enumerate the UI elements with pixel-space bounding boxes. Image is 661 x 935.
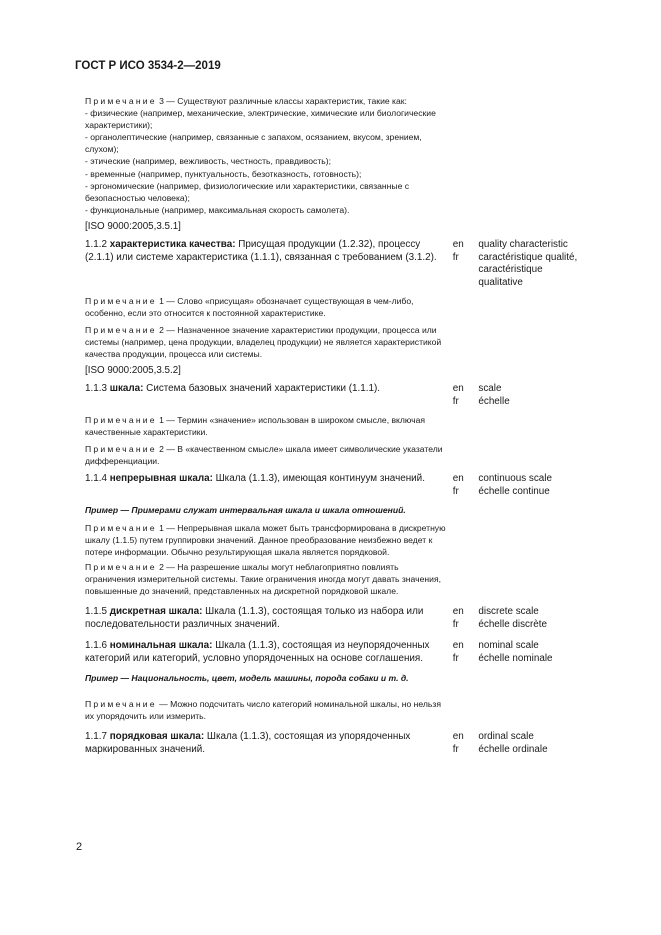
term-note	[85, 443, 448, 467]
lang-en: en	[452, 383, 464, 395]
term-example: Пример — Национальность, цвет, модель машины, порода собаки и т. д.	[85, 672, 409, 683]
language-codes	[453, 731, 479, 756]
term-note	[85, 295, 448, 319]
equiv-fr: caractéristique qualité,	[478, 251, 578, 263]
page-number: 2	[76, 841, 83, 853]
note-list-item: - функциональные (например, максимальная скорость самолета).	[85, 204, 350, 215]
lang-fr: fr	[452, 618, 459, 630]
note-text: 1 — Термин «значение» использован в широком смысле, включая качественные характеристики.	[85, 414, 426, 437]
equiv-en: quality characteristic	[478, 238, 568, 250]
term-def-text: Шкала (1.1.3), имеющая континуум значений.	[212, 473, 425, 484]
equivalents	[478, 383, 595, 408]
equivalents	[478, 731, 595, 756]
term-definition	[85, 606, 445, 631]
term-note	[85, 522, 448, 558]
note-text: 1 — Непрерывная шкала может быть трансформирована в дискретную шкалу (1.1.5) путем группировки значений. Данное преобразование неизбежно ведет к потере информации. Обычно результирующая шкала является порядковой.	[85, 522, 446, 557]
term-number: 1.1.5	[85, 606, 110, 618]
note-label: Примечание	[85, 414, 157, 425]
term-number: 1.1.3	[85, 383, 110, 395]
note-list-item: - этические (например, вежливость, честность, правдивость);	[85, 156, 331, 167]
lang-en: en	[452, 473, 464, 484]
equiv-fr: qualitative	[478, 277, 523, 289]
equiv-en: ordinal scale	[478, 731, 534, 743]
language-codes	[453, 383, 479, 408]
lang-en: en	[452, 640, 464, 652]
note-text: — Можно подсчитать число категорий номинальной шкалы, но нельзя их упорядочить или измерить.	[85, 698, 441, 722]
term-name: порядковая шкала:	[109, 731, 205, 743]
term-note	[85, 698, 448, 722]
note-label: Примечание	[85, 561, 157, 572]
equiv-fr: échelle discrète	[478, 618, 548, 630]
term-1-1-6	[85, 640, 595, 665]
equivalents	[478, 606, 595, 631]
note-text: 2 — На разрешение шкалы могут неблагоприятно повлиять ограничения измерительной системы. Такие ограничения иногда могут давать значения, повышенные до значений, представленных на дискретной порядковой шкале.	[85, 561, 441, 596]
equiv-en: scale	[478, 383, 502, 395]
term-1-1-7	[85, 731, 595, 756]
language-codes	[453, 239, 479, 290]
reference: [ISO 9000:2005,3.5.2]	[85, 365, 181, 377]
equiv-fr: échelle	[478, 395, 510, 407]
term-number: 1.1.6	[85, 640, 110, 652]
term-def-text: Шкала (1.1.3), состоящая из упорядоченных маркированных значений.	[85, 731, 411, 755]
term-number: 1.1.2	[85, 238, 110, 250]
term-definition	[85, 239, 445, 290]
note-label: Примечание	[85, 522, 157, 533]
equivalents	[478, 473, 595, 498]
lang-fr: fr	[452, 251, 459, 263]
lang-en: en	[452, 731, 464, 743]
note-text: 2 — В «качественном смысле» шкала имеет символические указатели дифференциации.	[85, 443, 443, 466]
note-3-classes	[85, 95, 448, 216]
term-note	[85, 324, 448, 360]
note-list-item: - органолептические (например, связанные с запахом, осязанием, вкусом, зрением, слухом);	[85, 132, 422, 155]
term-definition	[85, 731, 445, 756]
term-number: 1.1.7	[85, 731, 110, 743]
term-def-text: Шкала (1.1.3), состоящая только из набора или последовательности различных значений.	[85, 606, 424, 630]
term-def-text: Шкала (1.1.3), состоящая из неупорядоченных категорий или категорий, условно упорядоченных на основе соглашения.	[85, 640, 430, 665]
term-def-text: Присущая продукции (1.2.32), процессу (2.1.1) или системе характеристика (1.1.1), связанная с требованием (3.1.2).	[85, 238, 437, 263]
term-example: Пример — Примерами служат интервальная шкала и шкала отношений.	[85, 505, 406, 516]
equiv-fr: échelle ordinale	[478, 743, 548, 755]
note-list-item: - физические (например, механические, электрические, химические или биологические характеристики);	[85, 108, 436, 131]
equivalents	[478, 239, 595, 290]
language-codes	[453, 473, 479, 498]
term-name: непрерывная шкала:	[109, 473, 213, 484]
lang-fr: fr	[452, 485, 459, 497]
term-1-1-5	[85, 606, 595, 631]
term-note	[85, 414, 448, 438]
term-1-1-3	[85, 383, 595, 408]
note-list-item: - эргономические (например, физиологические или характеристики, связанные с безопасностью человека);	[85, 180, 410, 203]
term-def-text: Система базовых значений характеристики (1.1.1).	[143, 383, 381, 395]
term-number: 1.1.4	[85, 473, 110, 484]
term-note	[85, 561, 448, 597]
term-definition	[85, 640, 445, 665]
note-label: Примечание	[85, 443, 157, 454]
lang-en: en	[452, 238, 464, 250]
term-1-1-2	[85, 239, 595, 290]
note-label: Примечание	[85, 324, 157, 335]
equiv-en: discrete scale	[478, 606, 539, 618]
equiv-fr: échelle nominale	[478, 653, 553, 665]
note-text: 1 — Слово «присущая» обозначает существующая в чем-либо, особенно, если это относится к постоянной характеристике.	[85, 295, 414, 318]
term-name: номинальная шкала:	[109, 640, 213, 652]
term-definition	[85, 473, 445, 498]
lang-en: en	[452, 606, 464, 618]
note-list-item: - временные (например, пунктуальность, безотказность, готовность);	[85, 168, 362, 179]
term-1-1-4	[85, 473, 595, 498]
equiv-fr: échelle continue	[478, 485, 550, 497]
lang-fr: fr	[452, 653, 459, 665]
note-text: 2 — Назначенное значение характеристики продукции, процесса или системы (например, цена продукции, владелец продукции) не является характеристикой качества продукции, процесса или системы.	[85, 324, 442, 360]
document-body	[85, 95, 595, 757]
term-name: дискретная шкала:	[109, 606, 203, 618]
language-codes	[453, 640, 479, 665]
lang-fr: fr	[452, 395, 459, 407]
lang-fr: fr	[452, 743, 459, 755]
term-definition	[85, 383, 445, 408]
note-label: Примечание	[85, 698, 157, 709]
equiv-en: continuous scale	[478, 473, 552, 484]
document-header: ГОСТ Р ИСО 3534-2—2019	[75, 60, 221, 72]
term-name: шкала:	[109, 383, 144, 395]
note-text: 3 — Существуют различные классы характеристик, такие как:	[156, 96, 407, 106]
equiv-en: nominal scale	[478, 640, 539, 652]
term-name: характеристика качества:	[109, 238, 236, 250]
note-label: Примечание	[85, 96, 157, 106]
equiv-fr: caractéristique	[478, 264, 543, 276]
language-codes	[453, 606, 479, 631]
note-label: Примечание	[85, 295, 157, 306]
equivalents	[478, 640, 595, 665]
reference: [ISO 9000:2005,3.5.1]	[85, 220, 181, 232]
